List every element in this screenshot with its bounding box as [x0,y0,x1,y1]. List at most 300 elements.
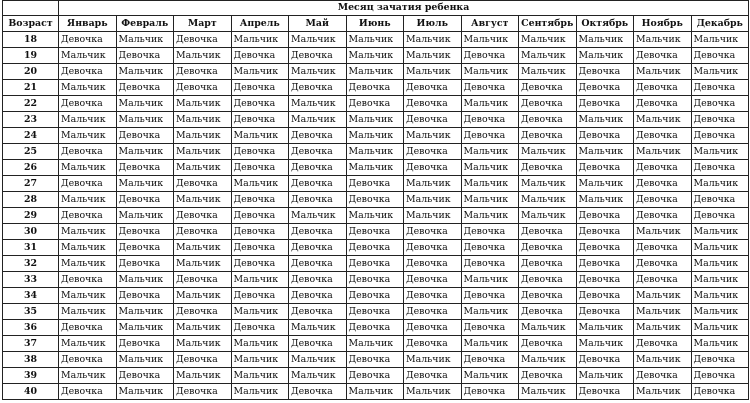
table-row [3,272,749,288]
gender-cell: Девочка [576,96,634,112]
gender-cell: Мальчик [576,336,634,352]
gender-cell: Мальчик [231,272,289,288]
gender-cell: Девочка [346,192,404,208]
gender-cell: Девочка [346,176,404,192]
age-cell: 34 [3,288,59,304]
gender-cell: Мальчик [231,368,289,384]
gender-cell: Девочка [231,112,289,128]
gender-cell: Мальчик [116,352,174,368]
age-cell: 25 [3,144,59,160]
gender-cell: Мальчик [116,384,174,400]
gender-cell: Мальчик [404,208,462,224]
gender-cell: Мальчик [576,32,634,48]
gender-cell: Девочка [519,224,577,240]
gender-cell: Девочка [289,384,347,400]
gender-cell: Девочка [289,288,347,304]
gender-cell: Девочка [519,112,577,128]
gender-cell: Мальчик [461,96,519,112]
gender-cell: Девочка [634,176,692,192]
age-cell: 40 [3,384,59,400]
table-row [3,336,749,352]
title-row [3,1,749,16]
gender-cell: Мальчик [346,64,404,80]
gender-cell: Девочка [346,256,404,272]
age-cell: 28 [3,192,59,208]
gender-cell: Мальчик [116,320,174,336]
table-row [3,288,749,304]
gender-cell: Девочка [461,240,519,256]
gender-cell: Мальчик [461,64,519,80]
gender-cell: Девочка [691,160,749,176]
age-cell: 21 [3,80,59,96]
gender-cell: Мальчик [346,208,404,224]
table-row [3,32,749,48]
gender-cell: Девочка [634,160,692,176]
month-header: Июль [404,16,462,32]
gender-cell: Девочка [634,336,692,352]
age-cell: 23 [3,112,59,128]
month-header: Ноябрь [634,16,692,32]
gender-cell: Мальчик [174,256,232,272]
gender-cell: Мальчик [519,192,577,208]
gender-cell: Мальчик [519,320,577,336]
gender-cell: Девочка [634,256,692,272]
gender-cell: Девочка [461,352,519,368]
gender-cell: Мальчик [116,208,174,224]
gender-cell: Мальчик [576,176,634,192]
gender-cell: Мальчик [346,128,404,144]
table-row [3,384,749,400]
gender-cell: Девочка [346,304,404,320]
gender-cell: Мальчик [116,96,174,112]
gender-cell: Мальчик [461,192,519,208]
gender-cell: Мальчик [634,144,692,160]
gender-cell: Девочка [59,96,117,112]
gender-cell: Девочка [289,224,347,240]
gender-cell: Девочка [634,208,692,224]
table-row [3,256,749,272]
gender-cell: Мальчик [691,176,749,192]
gender-cell: Мальчик [691,320,749,336]
gender-cell: Девочка [289,128,347,144]
gender-cell: Мальчик [174,48,232,64]
gender-cell: Девочка [116,80,174,96]
gender-cell: Мальчик [59,304,117,320]
gender-cell: Мальчик [174,96,232,112]
gender-cell: Мальчик [59,240,117,256]
gender-cell: Мальчик [231,352,289,368]
gender-cell: Мальчик [346,336,404,352]
gender-cell: Мальчик [461,176,519,192]
gender-cell: Мальчик [576,368,634,384]
gender-cell: Девочка [346,224,404,240]
gender-cell: Мальчик [404,192,462,208]
gender-cell: Девочка [404,304,462,320]
gender-cell: Девочка [519,96,577,112]
gender-cell: Мальчик [461,144,519,160]
gender-cell: Мальчик [519,144,577,160]
gender-cell: Девочка [576,208,634,224]
table-row [3,80,749,96]
gender-cell: Мальчик [634,384,692,400]
gender-cell: Мальчик [461,160,519,176]
gender-cell: Девочка [576,64,634,80]
gender-cell: Мальчик [59,112,117,128]
table-row [3,128,749,144]
gender-cell: Девочка [174,384,232,400]
gender-cell: Девочка [174,304,232,320]
gender-cell: Девочка [289,144,347,160]
gender-cell: Мальчик [174,128,232,144]
gender-cell: Девочка [174,272,232,288]
gender-cell: Мальчик [404,64,462,80]
gender-cell: Девочка [519,160,577,176]
gender-cell: Мальчик [59,160,117,176]
age-cell: 29 [3,208,59,224]
age-cell: 30 [3,224,59,240]
gender-cell: Мальчик [59,368,117,384]
gender-cell: Девочка [691,208,749,224]
gender-cell: Девочка [634,192,692,208]
gender-cell: Мальчик [634,224,692,240]
gender-cell: Мальчик [404,48,462,64]
gender-cell: Девочка [116,160,174,176]
gender-cell: Девочка [116,240,174,256]
header-row [3,16,749,32]
gender-cell: Девочка [289,48,347,64]
gender-cell: Девочка [461,128,519,144]
gender-cell: Мальчик [59,80,117,96]
gender-cell: Мальчик [174,240,232,256]
gender-cell: Девочка [346,272,404,288]
age-cell: 19 [3,48,59,64]
gender-cell: Девочка [231,192,289,208]
gender-cell: Мальчик [691,288,749,304]
gender-cell: Девочка [59,272,117,288]
gender-cell: Девочка [461,320,519,336]
gender-cell: Девочка [634,96,692,112]
gender-cell: Девочка [576,272,634,288]
gender-cell: Девочка [289,336,347,352]
gender-cell: Девочка [576,160,634,176]
gender-cell: Девочка [231,144,289,160]
gender-cell: Мальчик [174,112,232,128]
gender-cell: Девочка [404,256,462,272]
age-cell: 35 [3,304,59,320]
gender-cell: Девочка [404,368,462,384]
age-column-header: Возраст [3,16,59,32]
gender-cell: Девочка [116,288,174,304]
gender-cell: Девочка [576,288,634,304]
table-body [3,32,749,400]
corner-cell [3,1,59,16]
gender-cell: Мальчик [116,64,174,80]
month-header: Июнь [346,16,404,32]
month-header: Декабрь [691,16,749,32]
age-cell: 39 [3,368,59,384]
age-cell: 36 [3,320,59,336]
gender-cell: Мальчик [519,208,577,224]
gender-cell: Мальчик [634,32,692,48]
month-header: Август [461,16,519,32]
gender-cell: Мальчик [634,288,692,304]
gender-cell: Девочка [116,368,174,384]
age-cell: 37 [3,336,59,352]
gender-cell: Мальчик [346,384,404,400]
gender-cell: Мальчик [116,144,174,160]
gender-cell: Девочка [174,208,232,224]
gender-cell: Мальчик [174,288,232,304]
age-cell: 20 [3,64,59,80]
gender-cell: Девочка [691,368,749,384]
age-cell: 24 [3,128,59,144]
gender-cell: Мальчик [116,176,174,192]
gender-cell: Мальчик [231,384,289,400]
gender-cell: Мальчик [289,64,347,80]
gender-cell: Девочка [691,192,749,208]
gender-cell: Мальчик [691,64,749,80]
gender-cell: Девочка [576,224,634,240]
table-row [3,320,749,336]
gender-cell: Мальчик [691,336,749,352]
gender-cell: Девочка [231,240,289,256]
gender-cell: Девочка [404,272,462,288]
age-cell: 18 [3,32,59,48]
gender-cell: Мальчик [289,32,347,48]
gender-cell: Девочка [59,352,117,368]
gender-cell: Девочка [289,256,347,272]
gender-cell: Девочка [576,384,634,400]
gender-cell: Мальчик [59,336,117,352]
gender-cell: Девочка [691,48,749,64]
gender-cell: Девочка [634,368,692,384]
month-header: Январь [59,16,117,32]
gender-cell: Девочка [174,224,232,240]
gender-cell: Мальчик [461,208,519,224]
gender-cell: Девочка [634,272,692,288]
gender-cell: Мальчик [231,304,289,320]
gender-cell: Мальчик [519,176,577,192]
gender-cell: Мальчик [634,320,692,336]
gender-cell: Девочка [116,128,174,144]
gender-cell: Мальчик [174,336,232,352]
gender-cell: Девочка [519,272,577,288]
gender-cell: Девочка [289,176,347,192]
gender-cell: Девочка [289,304,347,320]
gender-cell: Девочка [691,112,749,128]
age-cell: 26 [3,160,59,176]
gender-cell: Девочка [116,256,174,272]
gender-cell: Девочка [634,80,692,96]
age-cell: 22 [3,96,59,112]
gender-cell: Мальчик [634,352,692,368]
gender-cell: Мальчик [691,304,749,320]
gender-cell: Девочка [519,80,577,96]
gender-cell: Девочка [404,336,462,352]
age-cell: 27 [3,176,59,192]
gender-cell: Девочка [404,96,462,112]
gender-cell: Девочка [289,240,347,256]
gender-cell: Мальчик [461,32,519,48]
gender-cell: Мальчик [174,320,232,336]
gender-cell: Мальчик [59,192,117,208]
gender-cell: Мальчик [59,48,117,64]
gender-cell: Девочка [116,224,174,240]
gender-cell: Мальчик [346,112,404,128]
gender-cell: Мальчик [404,352,462,368]
gender-cell: Девочка [519,128,577,144]
gender-cell: Мальчик [231,32,289,48]
gender-cell: Девочка [404,320,462,336]
gender-cell: Мальчик [519,32,577,48]
gender-cell: Мальчик [576,144,634,160]
gender-cell: Девочка [691,128,749,144]
gender-cell: Мальчик [576,48,634,64]
gender-cell: Мальчик [59,128,117,144]
table-row [3,64,749,80]
gender-cell: Девочка [404,224,462,240]
gender-cell: Девочка [59,64,117,80]
gender-cell: Девочка [404,240,462,256]
gender-cell: Девочка [404,80,462,96]
gender-cell: Мальчик [116,112,174,128]
gender-cell: Мальчик [634,64,692,80]
gender-cell: Девочка [404,112,462,128]
gender-cell: Мальчик [691,224,749,240]
table-row [3,192,749,208]
gender-cell: Мальчик [289,368,347,384]
age-cell: 38 [3,352,59,368]
gender-cell: Мальчик [461,336,519,352]
gender-cell: Мальчик [174,368,232,384]
gender-cell: Девочка [576,304,634,320]
gender-cell: Девочка [231,320,289,336]
gender-cell: Девочка [519,304,577,320]
gender-cell: Мальчик [691,240,749,256]
gender-cell: Девочка [346,96,404,112]
gender-cell: Девочка [289,272,347,288]
gender-cell: Девочка [59,32,117,48]
age-cell: 31 [3,240,59,256]
gender-cell: Девочка [461,224,519,240]
gender-cell: Мальчик [289,320,347,336]
gender-cell: Мальчик [404,384,462,400]
gender-cell: Мальчик [289,352,347,368]
gender-cell: Девочка [346,352,404,368]
gender-cell: Мальчик [231,176,289,192]
gender-cell: Девочка [634,240,692,256]
gender-cell: Девочка [576,256,634,272]
gender-cell: Мальчик [576,320,634,336]
gender-cell: Девочка [174,64,232,80]
gender-cell: Девочка [289,192,347,208]
gender-cell: Девочка [346,80,404,96]
gender-cell: Девочка [404,144,462,160]
gender-cell: Девочка [174,80,232,96]
gender-cell: Мальчик [404,32,462,48]
table-row [3,176,749,192]
gender-cell: Девочка [461,112,519,128]
gender-cell: Девочка [116,192,174,208]
gender-cell: Мальчик [691,32,749,48]
gender-cell: Мальчик [519,48,577,64]
gender-cell: Мальчик [519,64,577,80]
table-row [3,144,749,160]
gender-cell: Девочка [231,224,289,240]
month-header: Апрель [231,16,289,32]
gender-cell: Мальчик [174,144,232,160]
gender-cell: Мальчик [404,128,462,144]
gender-cell: Мальчик [461,368,519,384]
table-row [3,208,749,224]
gender-cell: Мальчик [116,272,174,288]
table-row [3,48,749,64]
gender-cell: Девочка [59,176,117,192]
gender-cell: Девочка [519,256,577,272]
gender-cell: Девочка [231,96,289,112]
gender-cell: Девочка [289,160,347,176]
gender-cell: Мальчик [231,336,289,352]
gender-cell: Девочка [59,320,117,336]
gender-cell: Мальчик [691,144,749,160]
gender-cell: Мальчик [576,192,634,208]
gender-cell: Девочка [691,384,749,400]
age-cell: 33 [3,272,59,288]
gender-cell: Мальчик [519,352,577,368]
gender-cell: Девочка [59,208,117,224]
gender-cell: Девочка [231,256,289,272]
gender-cell: Девочка [461,256,519,272]
gender-cell: Девочка [576,80,634,96]
gender-cell: Мальчик [59,256,117,272]
gender-cell: Мальчик [116,304,174,320]
gender-cell: Девочка [576,240,634,256]
gender-cell: Мальчик [59,288,117,304]
gender-cell: Девочка [691,352,749,368]
gender-cell: Мальчик [634,112,692,128]
gender-cell: Девочка [461,288,519,304]
table-row [3,352,749,368]
gender-cell: Девочка [116,48,174,64]
gender-cell: Мальчик [346,48,404,64]
gender-cell: Девочка [231,160,289,176]
gender-cell: Девочка [231,80,289,96]
gender-cell: Мальчик [634,304,692,320]
gender-cell: Девочка [461,48,519,64]
gender-cell: Девочка [461,384,519,400]
table-row [3,224,749,240]
gender-cell: Девочка [346,240,404,256]
table-row [3,240,749,256]
gender-cell: Девочка [634,48,692,64]
gender-cell: Девочка [519,336,577,352]
gender-cell: Мальчик [461,272,519,288]
gender-cell: Девочка [461,80,519,96]
age-cell: 32 [3,256,59,272]
gender-cell: Девочка [404,160,462,176]
gender-cell: Девочка [289,80,347,96]
gender-cell: Мальчик [59,224,117,240]
gender-cell: Девочка [346,368,404,384]
gender-cell: Девочка [346,288,404,304]
gender-cell: Девочка [59,384,117,400]
table-title: Месяц зачатия ребенка [59,1,749,16]
gender-prediction-table [2,0,749,400]
gender-cell: Девочка [231,288,289,304]
month-header: Сентябрь [519,16,577,32]
gender-cell: Мальчик [346,160,404,176]
gender-cell: Мальчик [289,96,347,112]
